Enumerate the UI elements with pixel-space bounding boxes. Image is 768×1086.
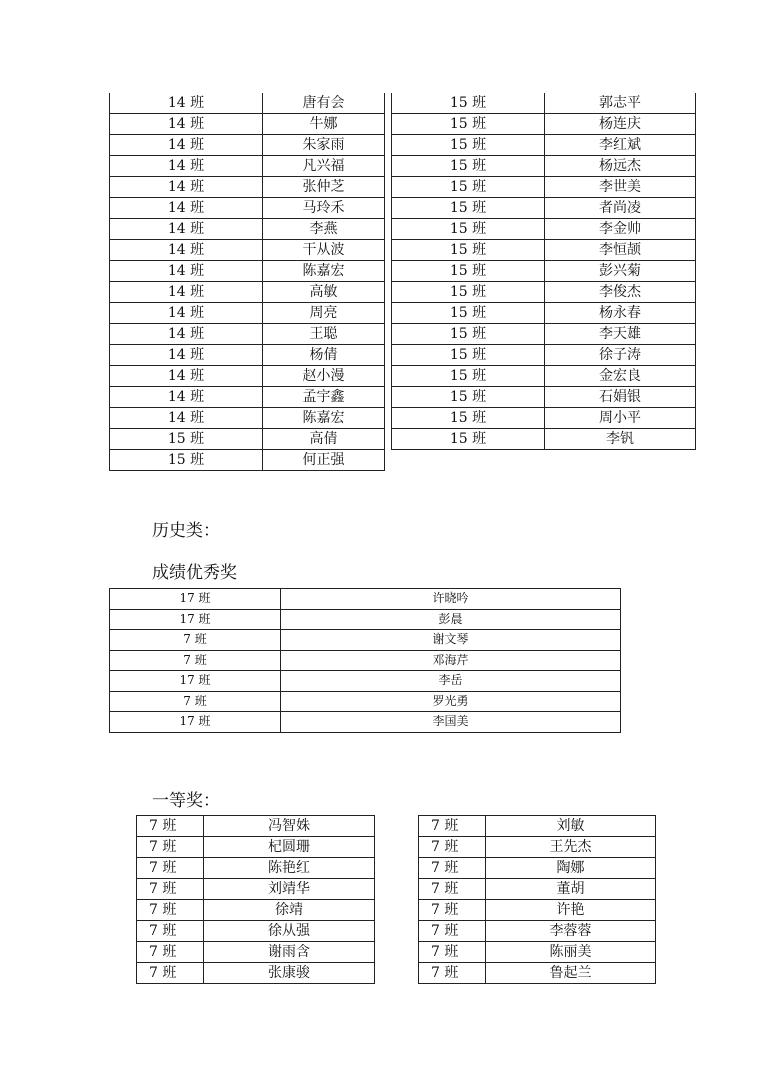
student-name-cell: 李金帅 <box>545 219 696 240</box>
table-row <box>110 219 385 240</box>
student-name-cell: 罗光勇 <box>281 691 621 712</box>
class-cell: 14 班 <box>110 135 263 156</box>
student-name-cell: 刘靖华 <box>204 879 375 900</box>
student-name-cell: 董胡 <box>486 879 656 900</box>
table-row <box>110 366 385 387</box>
table-row <box>419 816 656 837</box>
excellence-award-table <box>109 588 621 733</box>
student-name-cell: 张康骏 <box>204 963 375 984</box>
class-cell: 15 班 <box>392 324 545 345</box>
student-name-cell: 杨远杰 <box>545 156 696 177</box>
class-cell: 15 班 <box>392 240 545 261</box>
student-name-cell: 金宏良 <box>545 366 696 387</box>
class-cell: 15 班 <box>392 135 545 156</box>
student-name-cell: 郭志平 <box>545 93 696 114</box>
class-cell: 7 班 <box>419 879 486 900</box>
class-cell: 7 班 <box>419 816 486 837</box>
table-row <box>110 282 385 303</box>
table-row <box>392 135 696 156</box>
student-name-cell: 李国美 <box>281 712 621 733</box>
class-cell: 14 班 <box>110 240 263 261</box>
class-cell: 14 班 <box>110 366 263 387</box>
table-row <box>110 429 385 450</box>
table-row <box>110 198 385 219</box>
student-name-cell: 陈艳红 <box>204 858 375 879</box>
class-cell: 14 班 <box>110 177 263 198</box>
class-cell: 7 班 <box>137 858 204 879</box>
table-row <box>392 93 696 114</box>
class-cell: 17 班 <box>110 671 281 692</box>
table-row <box>110 324 385 345</box>
class-cell: 15 班 <box>392 387 545 408</box>
student-name-cell: 石娟银 <box>545 387 696 408</box>
student-name-cell: 李红斌 <box>545 135 696 156</box>
student-name-cell: 徐靖 <box>204 900 375 921</box>
table-row <box>110 691 621 712</box>
class-cell: 14 班 <box>110 303 263 324</box>
table-row <box>392 114 696 135</box>
class-cell: 7 班 <box>419 942 486 963</box>
table-row <box>137 921 375 942</box>
student-name-cell: 杨连庆 <box>545 114 696 135</box>
table-row <box>110 671 621 692</box>
student-name-cell: 张仲芝 <box>263 177 385 198</box>
class-cell: 14 班 <box>110 408 263 429</box>
student-name-cell: 鲁起兰 <box>486 963 656 984</box>
student-name-cell: 凡兴福 <box>263 156 385 177</box>
table-row <box>110 240 385 261</box>
table-row <box>392 282 696 303</box>
student-name-cell: 李钒 <box>545 429 696 450</box>
student-name-cell: 唐有会 <box>263 93 385 114</box>
class-cell: 15 班 <box>392 177 545 198</box>
student-name-cell: 彭晨 <box>281 609 621 630</box>
student-name-cell: 李世美 <box>545 177 696 198</box>
student-name-cell: 王聪 <box>263 324 385 345</box>
table-row <box>110 135 385 156</box>
student-name-cell: 李蓉蓉 <box>486 921 656 942</box>
class-cell: 7 班 <box>137 942 204 963</box>
table-row <box>137 879 375 900</box>
table-row <box>392 429 696 450</box>
student-name-cell: 谢文琴 <box>281 630 621 651</box>
table-row <box>392 156 696 177</box>
class-cell: 15 班 <box>392 366 545 387</box>
class-cell: 7 班 <box>137 963 204 984</box>
table-row <box>110 408 385 429</box>
student-name-cell: 杨倩 <box>263 345 385 366</box>
table-row <box>392 240 696 261</box>
table-row <box>110 114 385 135</box>
student-name-cell: 谢雨含 <box>204 942 375 963</box>
student-name-cell: 朱家雨 <box>263 135 385 156</box>
student-name-cell: 李恒颉 <box>545 240 696 261</box>
class-cell: 7 班 <box>419 837 486 858</box>
table-row <box>137 963 375 984</box>
student-name-cell: 周亮 <box>263 303 385 324</box>
class-cell: 15 班 <box>392 219 545 240</box>
student-name-cell: 刘敏 <box>486 816 656 837</box>
class-cell: 15 班 <box>392 156 545 177</box>
class-cell: 7 班 <box>137 921 204 942</box>
class-cell: 7 班 <box>137 816 204 837</box>
class-cell: 14 班 <box>110 387 263 408</box>
class-cell: 14 班 <box>110 324 263 345</box>
student-name-cell: 李天雄 <box>545 324 696 345</box>
class-cell: 7 班 <box>137 837 204 858</box>
first-prize-table-right <box>418 815 656 984</box>
class-cell: 15 班 <box>392 198 545 219</box>
table-row <box>110 93 385 114</box>
student-name-cell: 陈丽美 <box>486 942 656 963</box>
table-row <box>110 589 621 610</box>
first-prize-table-left <box>136 815 375 984</box>
table-row <box>137 816 375 837</box>
table-row <box>110 156 385 177</box>
table-row <box>137 837 375 858</box>
student-name-cell: 冯智姝 <box>204 816 375 837</box>
class-cell: 15 班 <box>392 345 545 366</box>
student-name-cell: 者尚凌 <box>545 198 696 219</box>
class-cell: 14 班 <box>110 156 263 177</box>
table-row <box>419 837 656 858</box>
table-row <box>110 303 385 324</box>
student-name-cell: 李俊杰 <box>545 282 696 303</box>
class-cell: 7 班 <box>419 921 486 942</box>
class-cell: 7 班 <box>419 963 486 984</box>
class-cell: 7 班 <box>110 691 281 712</box>
student-name-cell: 李燕 <box>263 219 385 240</box>
table-row <box>110 345 385 366</box>
student-name-cell: 高倩 <box>263 429 385 450</box>
excellence-heading: 成绩优秀奖 <box>152 563 237 583</box>
student-name-cell: 干从波 <box>263 240 385 261</box>
table-row <box>392 387 696 408</box>
table-row <box>392 177 696 198</box>
class-cell: 14 班 <box>110 198 263 219</box>
table-row <box>419 858 656 879</box>
table-row <box>419 879 656 900</box>
student-name-cell: 王先杰 <box>486 837 656 858</box>
class-cell: 7 班 <box>110 650 281 671</box>
class-cell: 14 班 <box>110 261 263 282</box>
first-prize-heading: 一等奖： <box>152 791 220 811</box>
student-name-cell: 许晓吟 <box>281 589 621 610</box>
table-row <box>110 261 385 282</box>
class-cell: 15 班 <box>110 450 263 471</box>
class-cell: 14 班 <box>110 282 263 303</box>
table-row <box>392 345 696 366</box>
student-name-cell: 李岳 <box>281 671 621 692</box>
student-name-cell: 赵小漫 <box>263 366 385 387</box>
class-cell: 15 班 <box>392 408 545 429</box>
student-name-cell: 杨永春 <box>545 303 696 324</box>
student-name-cell: 邓海芹 <box>281 650 621 671</box>
student-name-cell: 陈嘉宏 <box>263 408 385 429</box>
table-row <box>419 942 656 963</box>
table-row <box>110 630 621 651</box>
student-name-cell: 周小平 <box>545 408 696 429</box>
class-cell: 15 班 <box>392 303 545 324</box>
table-row <box>137 858 375 879</box>
class-cell: 14 班 <box>110 345 263 366</box>
table-row <box>419 963 656 984</box>
class-cell: 7 班 <box>137 900 204 921</box>
table-row <box>110 450 385 471</box>
table-row <box>110 609 621 630</box>
table-row <box>392 261 696 282</box>
student-name-cell: 马玲禾 <box>263 198 385 219</box>
class-cell: 7 班 <box>419 858 486 879</box>
table-row <box>392 366 696 387</box>
student-name-cell: 陈嘉宏 <box>263 261 385 282</box>
class-cell: 15 班 <box>392 93 545 114</box>
class-cell: 14 班 <box>110 219 263 240</box>
table-row <box>392 408 696 429</box>
table-row <box>419 900 656 921</box>
table-row <box>392 198 696 219</box>
award-table-class14-15-left <box>109 93 385 471</box>
class-cell: 14 班 <box>110 93 263 114</box>
student-name-cell: 徐从强 <box>204 921 375 942</box>
class-cell: 7 班 <box>137 879 204 900</box>
table-row <box>419 921 656 942</box>
student-name-cell: 杞圆珊 <box>204 837 375 858</box>
table-row <box>137 942 375 963</box>
award-table-class15-right <box>391 93 696 450</box>
student-name-cell: 彭兴菊 <box>545 261 696 282</box>
table-row <box>392 324 696 345</box>
student-name-cell: 陶娜 <box>486 858 656 879</box>
table-row <box>110 177 385 198</box>
table-row <box>110 650 621 671</box>
class-cell: 7 班 <box>419 900 486 921</box>
student-name-cell: 高敏 <box>263 282 385 303</box>
class-cell: 15 班 <box>392 114 545 135</box>
table-row <box>110 387 385 408</box>
class-cell: 7 班 <box>110 630 281 651</box>
class-cell: 15 班 <box>110 429 263 450</box>
class-cell: 17 班 <box>110 712 281 733</box>
table-row <box>392 303 696 324</box>
history-heading: 历史类： <box>152 521 220 541</box>
class-cell: 15 班 <box>392 261 545 282</box>
class-cell: 15 班 <box>392 429 545 450</box>
class-cell: 17 班 <box>110 589 281 610</box>
student-name-cell: 孟宇鑫 <box>263 387 385 408</box>
student-name-cell: 许艳 <box>486 900 656 921</box>
student-name-cell: 何正强 <box>263 450 385 471</box>
student-name-cell: 徐子涛 <box>545 345 696 366</box>
class-cell: 15 班 <box>392 282 545 303</box>
table-row <box>137 900 375 921</box>
table-row <box>392 219 696 240</box>
class-cell: 17 班 <box>110 609 281 630</box>
table-row <box>110 712 621 733</box>
class-cell: 14 班 <box>110 114 263 135</box>
student-name-cell: 牛娜 <box>263 114 385 135</box>
